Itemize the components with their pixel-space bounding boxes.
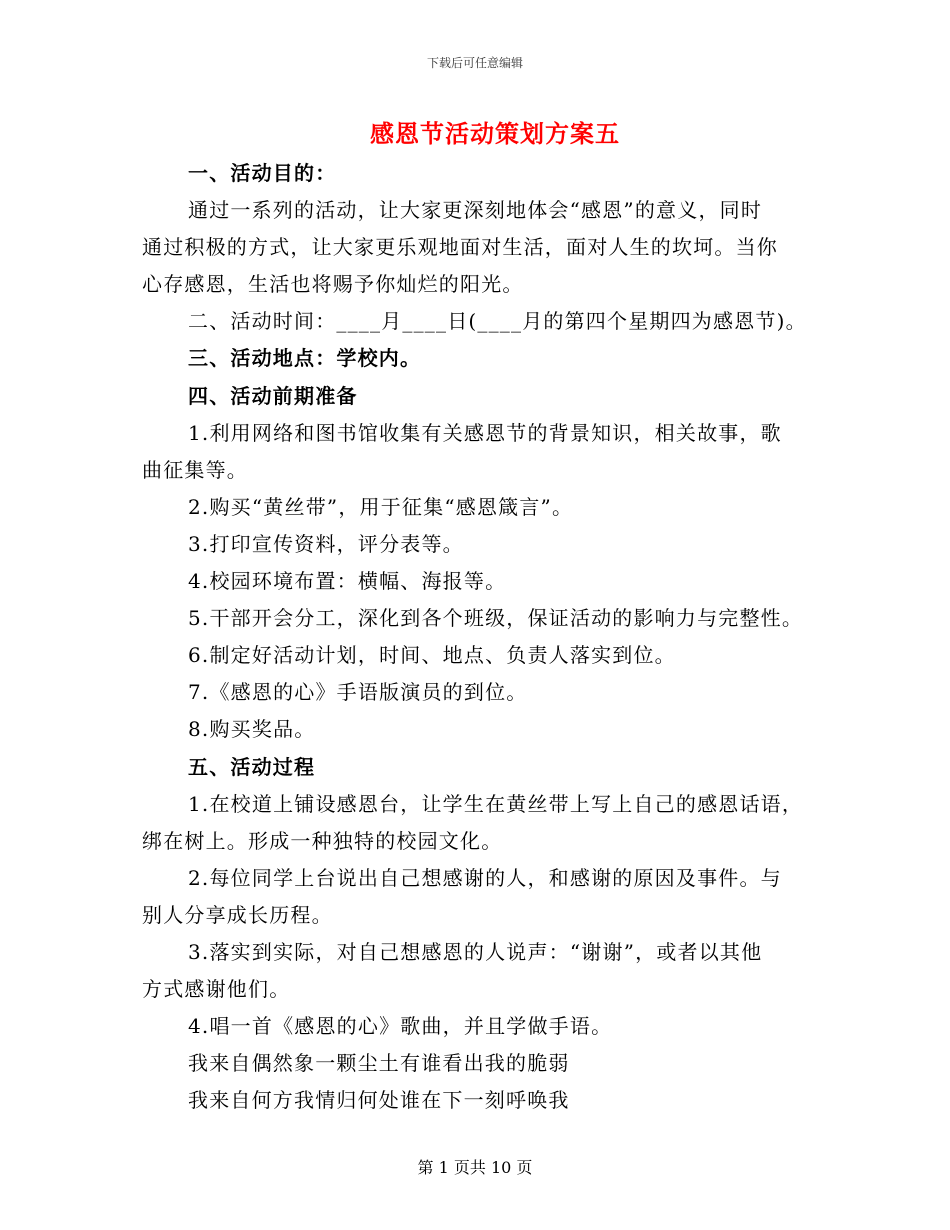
- paragraph-line: 别人分享成长历程。: [142, 902, 333, 927]
- page-footer: 第 1 页共 10 页: [417, 1158, 533, 1177]
- paragraph-line: 7.《感恩的心》手语版演员的到位。: [188, 680, 528, 705]
- section-heading: 四、活动前期准备: [188, 383, 358, 408]
- paragraph-line: 心存感恩，生活也将赐予你灿烂的阳光。: [142, 272, 524, 297]
- paragraph-line: 我来自何方我情归何处谁在下一刻呼唤我: [188, 1088, 570, 1113]
- document-title: 感恩节活动策划方案五: [370, 119, 620, 148]
- section-heading: 一、活动目的：: [188, 161, 337, 185]
- section-heading: 五、活动过程: [188, 754, 316, 779]
- paragraph-line: 2.购买“黄丝带”，用于征集“感恩箴言”。: [188, 494, 574, 519]
- paragraph-line: 3.落实到实际，对自己想感恩的人说声：“谢谢”，或者以其他: [188, 939, 763, 964]
- paragraph-line: 4.校园环境布置：横幅、海报等。: [188, 569, 507, 594]
- paragraph-line: 我来自偶然象一颗尘土有谁看出我的脆弱: [188, 1051, 570, 1076]
- paragraph-line: 通过积极的方式，让大家更乐观地面对生活，面对人生的坎坷。当你: [142, 235, 778, 260]
- document-body: [142, 155, 810, 1119]
- paragraph-line: 8.购买奖品。: [188, 717, 316, 742]
- paragraph-line: 5.干部开会分工，深化到各个班级，保证活动的影响力与完整性。: [188, 606, 804, 631]
- paragraph-line: 绑在树上。形成一种独特的校园文化。: [142, 828, 503, 853]
- header-note: 下载后可任意编辑: [426, 56, 523, 70]
- paragraph-line: 2.每位同学上台说出自己想感谢的人，和感谢的原因及事件。与: [188, 865, 782, 890]
- paragraph-line: 4.唱一首《感恩的心》歌曲，并且学做手语。: [188, 1014, 613, 1039]
- paragraph-line: 1.利用网络和图书馆收集有关感恩节的背景知识，相关故事，歌: [188, 420, 782, 445]
- paragraph-line: 二、活动时间：____月____日(____月的第四个星期四为感恩节)。: [188, 309, 807, 334]
- section-heading: 三、活动地点：学校内。: [188, 346, 422, 371]
- paragraph-line: 6.制定好活动计划，时间、地点、负责人落实到位。: [188, 643, 676, 668]
- paragraph-line: 1.在校道上铺设感恩台，让学生在黄丝带上写上自己的感恩话语，: [188, 791, 804, 816]
- paragraph-line: 3.打印宣传资料，评分表等。: [188, 531, 464, 556]
- paragraph-line: 通过一系列的活动，让大家更深刻地体会“感恩”的意义，同时: [188, 198, 763, 223]
- paragraph-line: 曲征集等。: [142, 457, 248, 482]
- paragraph-line: 方式感谢他们。: [142, 977, 291, 1002]
